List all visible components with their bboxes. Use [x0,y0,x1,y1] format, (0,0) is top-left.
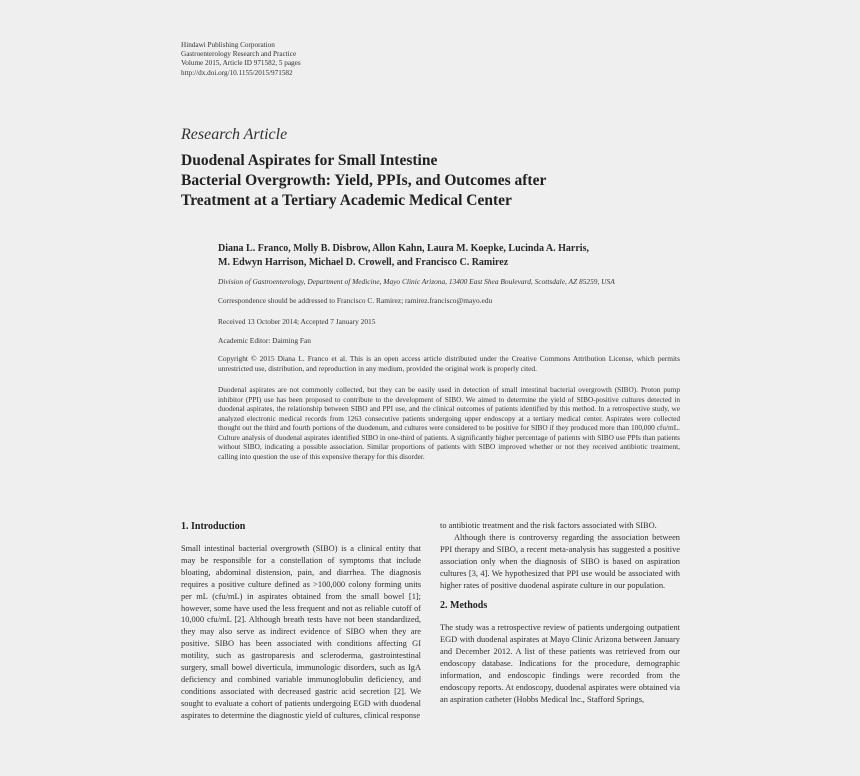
introduction-paragraph: Small intestinal bacterial overgrowth (SIBO) is a clinical entity that may be responsible for a constellation of symptoms that include bloating, abdominal distension, pain, and diarrhea. The diagnosis requires a positive culture defined as >100,000 colony forming units per mL (cfu/mL) in aspirates obtained from the small bowel [1]; however, some have used the less frequent and not as reliable cutoff of 10,000 cfu/mL [2]. Although breath tests have not been standardized, they may also serve as indirect evidence of SIBO when they are positive. SIBO has been associated with conditions affecting GI motility, such as gastroparesis and scleroderma, gastrointestinal surgery, small bowel diverticula, immunologic disorders, such as IgA deficiency and combined variable immunoglobulin deficiency, and conditions associated with decreased gastric acid secretion [2]. We sought to evaluate a cohort of patients undergoing EGD with duodenal aspirates to determine the diagnostic yield of cultures, clinical response [181,544,421,720]
title-line: Treatment at a Tertiary Academic Medical Center [181,192,512,209]
affiliation: Division of Gastroenterology, Department of Medicine, Mayo Clinic Arizona, 13400 East Shea Boulevard, Scottsdale, AZ 85259, USA [218,277,615,286]
section-gap [440,591,680,599]
correspondence: Correspondence should be addressed to Francisco C. Ramirez; ramirez.francisco@mayo.edu [218,296,493,305]
academic-editor: Academic Editor: Daiming Fan [218,336,311,345]
journal-volume: Volume 2015, Article ID 971582, 5 pages [181,59,301,68]
article-type: Research Article [181,126,288,143]
left-column [181,520,421,722]
methods-paragraph: The study was a retrospective review of patients undergoing outpatient EGD with duodenal aspirates at Mayo Clinic Arizona between January and December 2012. A list of these patients was retrieved from our endoscopy database. Indications for the procedure, demographic information, and endoscopic findings were recorded from the endoscopy reports. At endoscopy, duodenal aspirates were obtained via an aspiration catheter (Hobbs Medical Inc., Stafford Springs, [440,623,680,704]
received-date: Received 13 October 2014; Accepted 7 January 2015 [218,317,376,326]
title-line: Bacterial Overgrowth: Yield, PPIs, and Outcomes after [181,172,547,189]
journal-name: Gastroenterology Research and Practice [181,50,297,59]
author-list [218,242,688,269]
introduction-paragraph: Although there is controversy regarding the association between PPI therapy and SIBO, a recent meta-analysis has suggested a positive association only when the diagnosis of SIBO is based on aspiration cultures [3, 4]. We hypothesized that PPI use would be associated with higher rates of positive duodenal aspirate culture in our population. [440,532,680,590]
author-line: Diana L. Franco, Molly B. Disbrow, Allon Kahn, Laura M. Koepke, Lucinda A. Harris, [218,243,589,254]
journal-header [181,41,301,78]
introduction-heading: 1. Introduction [181,521,246,532]
introduction-paragraph-continued: to antibiotic treatment and the risk factors associated with SIBO. [440,521,657,530]
methods-heading: 2. Methods [440,600,488,612]
copyright-notice: Copyright © 2015 Diana L. Franco et al. This is an open access article distributed under the Creative Commons Attribution License, which permits unrestricted use, distribution, and reproduction in any medium, provided the original work is properly cited. [218,354,680,373]
abstract: Duodenal aspirates are not commonly collected, but they can be easily used in detection of small intestinal bacterial overgrowth (SIBO). Proton pump inhibitor (PPI) use has been proposed to contribute to the development of SIBO. We aimed to determine the yield of SIBO-positive cultures detected in duodenal aspirates, the relationship between SIBO and PPI use, and the clinical outcomes of patients identified by this method. In a retrospective study, we analyzed electronic medical records from 1263 consecutive patients undergoing upper endoscopy at a tertiary medical center. Aspirates were collected thought out the third and fourth portions of the duodenum, and cultures were considered to be positive for SIBO if they produced more than 100,000 cfu/mL. Culture analysis of duodenal aspirates identified SIBO in one-third of patients. A significantly higher percentage of patients with SIBO use PPIs than patients without SIBO, indicating a possible association. Similar proportions of patients with SIBO improved whether or not they received antibiotic treatment, calling into question the use of this expensive therapy for this disorder. [218,385,680,461]
journal-doi[interactable]: http://dx.doi.org/10.1155/2015/971582 [181,68,293,77]
right-column [440,520,680,706]
title-line: Duodenal Aspirates for Small Intestine [181,152,438,169]
author-line: M. Edwyn Harrison, Michael D. Crowell, and Francisco C. Ramirez [218,256,509,268]
article-title [181,151,681,211]
publisher-name: Hindawi Publishing Corporation [181,41,275,49]
